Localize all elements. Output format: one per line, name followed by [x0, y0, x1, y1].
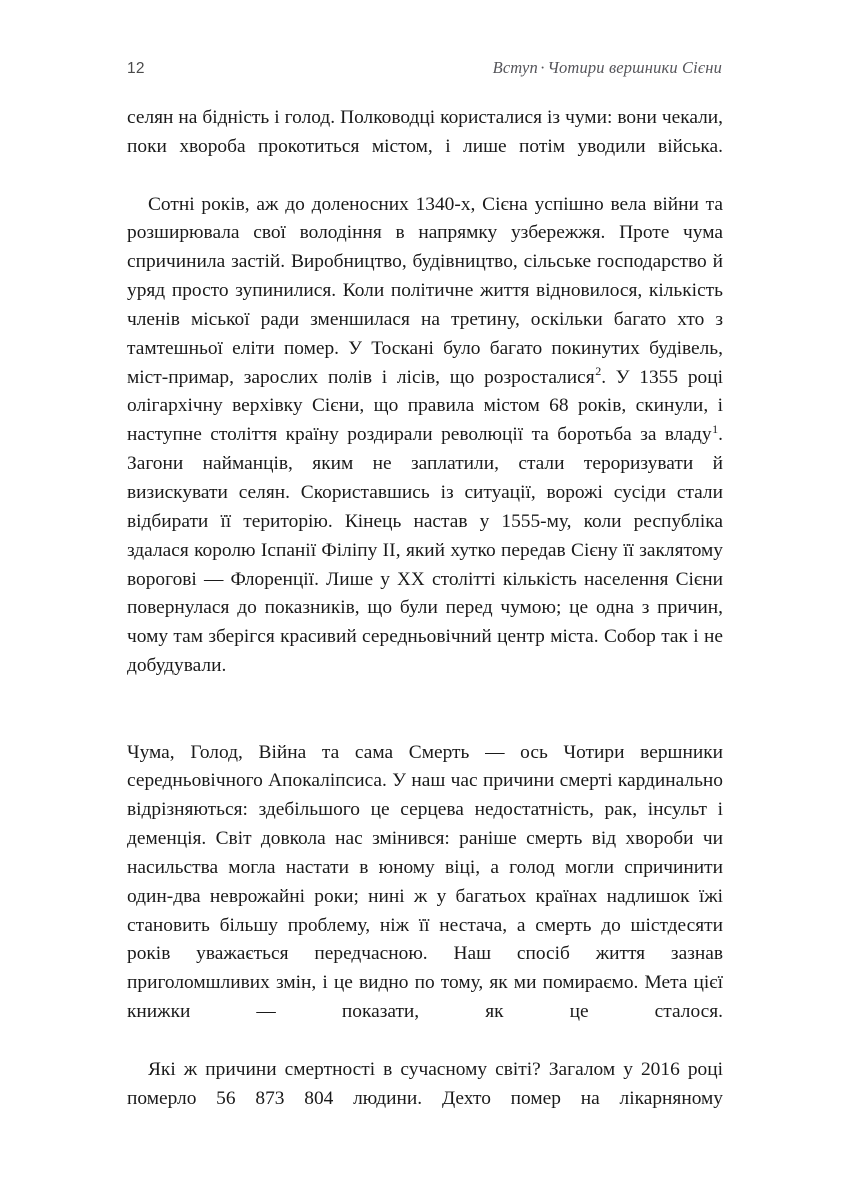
running-head-section: Вступ	[492, 58, 538, 77]
paragraph-mortality-causes: Які ж причини смертності в сучасному світі? Загалом у 2016 році померло 56 873 804 людини. Дехто помер на лікарняному	[127, 1058, 723, 1109]
roman-numeral-philip-second: II	[382, 539, 396, 561]
page-number: 12	[127, 60, 145, 77]
paragraph-text-segment-4: , який хутко передав Сієну її заклятому ворогові — Флоренції. Лише у	[127, 539, 723, 590]
running-head-separator: ·	[539, 58, 546, 77]
footnote-marker-1[interactable]: 1	[712, 421, 719, 436]
paragraph-siena-history	[127, 191, 723, 710]
running-head-chapter: Чотири вершники Сієни	[547, 58, 722, 77]
paragraph-text-segment-5: столітті кількість населення Сієни повернулася до показників, що були перед чумою; це одна з причин, чому там зберігся красивий середньовічний центр міста. Собор так і не добудували.	[127, 568, 723, 677]
paragraph-text-segment-1: Сотні років, аж до доленосних 1340-х, Сієна успішно вела війни та розширювала свої володіння в напрямку узбережжя. Проте чума спричинила застій. Виробництво, будівництво, сільське господарство й уряд просто зупинилися. Коли політичне життя відновилося, кількість членів міської ради зменшилася на третину, оскільки багато хто з тамтешньої еліти помер. У Тоскані було багато покинутих будівель, міст-примар, зарослих полів і лісів, що розросталися	[127, 193, 723, 388]
paragraph-text-segment-2: . У 1355 році олігархічну верхівку Сієни, що правила містом 68 років, скинули, і наступне століття країну роздирали революції та боротьба за владу	[127, 366, 723, 446]
paragraph-continued: селян на бідність і голод. Полководці користалися із чуми: вони чекали, поки хвороба прокотиться містом, і лише потім уводили війська.	[127, 107, 723, 157]
running-head-title	[493, 58, 722, 78]
paragraph-four-horsemen: Чума, Голод, Війна та сама Смерть — ось Чотири вершники середньовічного Апокаліпсиса. У наш час причини смерті кардинально відрізняються: здебільшого це серцева недостатність, рак, інсульт і деменція. Світ довкола нас змінився: раніше смерть від хвороби чи насильства могла настати в юному віці, а голод могли спричинити один-два неврожайні роки; нині ж у багатьох країнах надлишок їжі становить більшу проблему, ніж її нестача, а смерть до шістдесяти років уважається передчасною. Наш спосіб життя зазнав приголомшливих змін, і це видно по тому, як ми помираємо. Мета цієї книжки — показати, як це сталося.	[127, 741, 723, 1023]
body-text-block	[127, 104, 723, 1142]
running-head	[127, 58, 722, 82]
roman-numeral-twentieth-century: XX	[397, 568, 425, 590]
footnote-marker-2[interactable]: 2	[595, 364, 602, 379]
paragraph-text-segment-3: . Загони найманців, яким не заплатили, стали тероризувати й визискувати селян. Скориставшись із ситуації, ворожі сусіди стали відбирати її територію. Кінець настав у 1555-му, коли республіка здалася королю Іспанії Філіпу	[127, 424, 723, 561]
